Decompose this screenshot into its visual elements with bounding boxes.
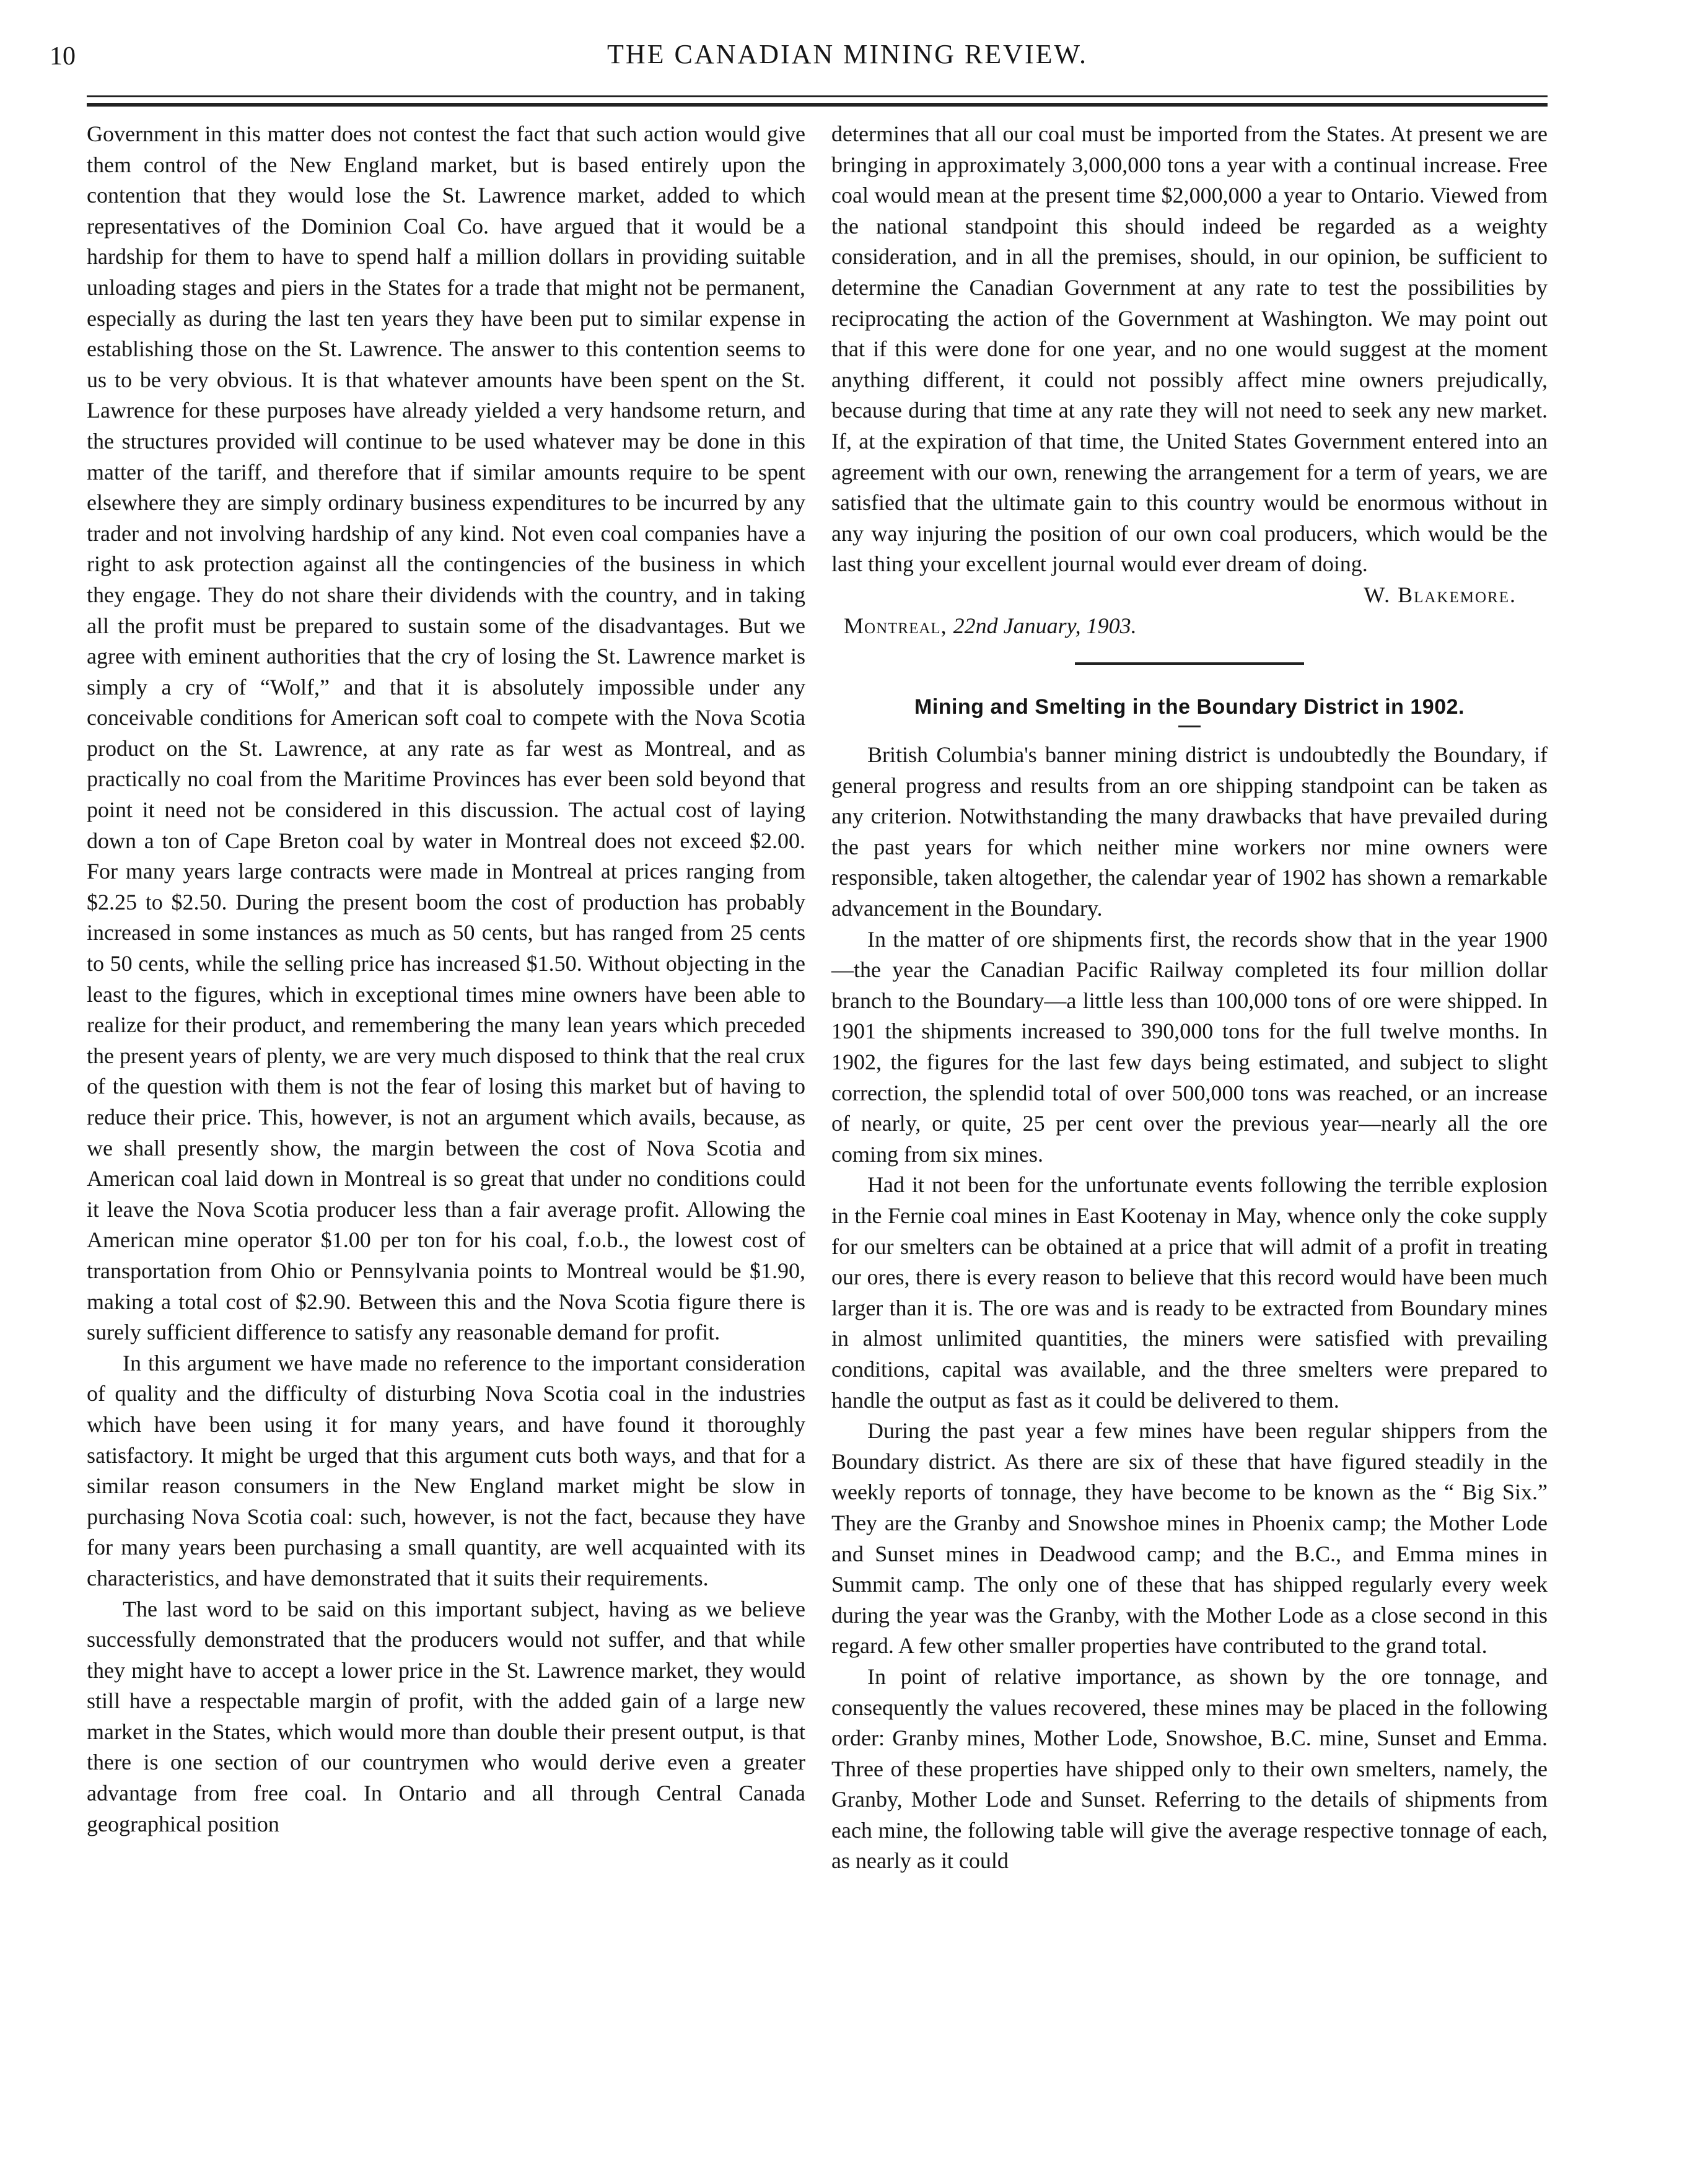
page-number: 10 bbox=[50, 42, 76, 71]
article-title: Mining and Smelting in the Boundary District in 1902. bbox=[914, 695, 1465, 719]
left-paragraph-2: In this argument we have made no reference to the important consideration of quality and the difficulty of disturbing Nova Scotia coal in the industries which have been using it for many years, and have found it thoroughly satisfactory. It might be urged that this argument cuts both ways, and that for a similar reason consumers in the New England market might be slow in purchasing Nova Scotia coal: such, however, is not the fact, because they have for many years been purchasing a small quantity, are well acquainted with its characteristics, and have demonstrated that it suits their requirements. bbox=[87, 1350, 805, 1590]
letter-dateline bbox=[831, 611, 1548, 642]
left-column bbox=[87, 119, 805, 1840]
dateline-date: 22nd January, 1903. bbox=[953, 613, 1137, 638]
title-dash bbox=[1178, 726, 1201, 727]
letter-paragraph: determines that all our coal must be imported from the States. At present we are bringing in approximately 3,000,000 tons a year with a continual increase. Free coal would mean at the present time $2,000,000 a year to Ontario. Viewed from the national standpoint this should indeed be regarded as a weighty consideration, and in all the premises, should, in our opinion, be sufficient to determine the Canadian Government at any rate to test the possibilities by reciprocating the action of the Government at Washington. We may point out that if this were done for one year, and no one would suggest at the moment anything different, it could not possibly affect mine owners prejudically, because during that time at any rate they will not need to seek any new market. If, at the expiration of that time, the United States Government entered into an agreement with our own, renewing the arrangement for a term of years, we are satisfied that the ultimate gain to this country would be enormous without in any way injuring the position of our own coal producers, which would be the last thing your excellent journal would ever dream of doing. bbox=[831, 121, 1548, 577]
section-separator bbox=[1075, 662, 1304, 665]
letter-signature: W. Blakemore. bbox=[1364, 582, 1517, 607]
article-paragraph-4: During the past year a few mines have been regular shippers from the Boundary district. As there are six of these that have figured steadily in the weekly reports of tonnage, they have become to be known as the “ Big Six.” They are the Granby and Snowshoe mines in Phoenix camp; the Mother Lode and Sunset mines in Deadwood camp; and the B.C., and Emma mines in Summit camp. The only one of these that has shipped regularly every week during the year was the Granby, with the Mother Lode as a close second in this regard. A few other smaller properties have contributed to the grand total. bbox=[831, 1418, 1548, 1659]
left-paragraph-3: The last word to be said on this important subject, having as we believe successfully demonstrated that the producers would not suffer, and that while they might have to accept a lower price in the St. Lawrence market, they would still have a respectable margin of profit, with the added gain of a large new market in the States, which would more than double their present output, is that there is one section of our countrymen who would derive even a greater advantage from free coal. In Ontario and all through Central Canada geographical position bbox=[87, 1596, 805, 1836]
header-rule-thick bbox=[87, 103, 1548, 107]
article-paragraph-3: Had it not been for the unfortunate events following the terrible explosion in the Fernie coal mines in East Kootenay in May, whence only the coke supply for our smelters can be obtained at a price that will admit of a profit in treating our ores, there is every reason to believe that this record would have been much larger than it is. The ore was and is ready to be extracted from Boundary mines in almost unlimited quantities, the miners were satisfied with prevailing conditions, capital was available, and the three smelters were prepared to handle the output as fast as it could be delivered to them. bbox=[831, 1172, 1548, 1413]
article-paragraph-1: British Columbia's banner mining district is undoubtedly the Boundary, if general progress and results from an ore shipping standpoint can be taken as any criterion. Notwithstanding the many drawbacks that have prevailed during the past years for which neither mine workers nor mine owners were responsible, taken altogether, the calendar year of 1902 has shown a remarkable advancement in the Boundary. bbox=[831, 742, 1548, 921]
article-paragraph-5: In point of relative importance, as shown by the ore tonnage, and consequently the values recovered, these mines may be placed in the following order: Granby mines, Mother Lode, Snowshoe, B.C. mine, Sunset and Emma. Three of these properties have shipped only to their own smelters, namely, the Granby, Mother Lode and Sunset. Referring to the details of shipments from each mine, the following table will give the average respective tonnage of each, as nearly as it could bbox=[831, 1664, 1548, 1874]
article-paragraph-2: In the matter of ore shipments first, the records show that in the year 1900—the year the Canadian Pacific Railway completed its four million dollar branch to the Boundary—a little less than 100,000 tons of ore were shipped. In 1901 the shipments increased to 390,000 tons for the full twelve months. In 1902, the figures for the last few days being estimated, and subject to slight correction, the splendid total of over 500,000 tons was reached, or an increase of nearly, or quite, 25 per cent over the previous year—nearly all the ore coming from six mines. bbox=[831, 926, 1548, 1167]
running-head: THE CANADIAN MINING REVIEW. bbox=[607, 39, 1088, 69]
dateline-place: Montreal, bbox=[844, 613, 947, 638]
header-rule-thin bbox=[87, 95, 1548, 97]
left-paragraph-1: Government in this matter does not contest the fact that such action would give them control of the New England market, but is based entirely upon the contention that they would lose the St. Lawrence market, added to which representatives of the Dominion Coal Co. have argued that it would be a hardship for them to have to spend half a million dollars in providing suitable unloading stages and piers in the States for a trade that might not be permanent, especially as during the last ten years they have been put to similar expense in establishing those on the St. Lawrence. The answer to this contention seems to us to be very obvious. It is that whatever amounts have been spent on the St. Lawrence for these purposes have already yielded a very handsome return, and the structures provided will continue to be used whatever may be done in this matter of the tariff, and therefore that if similar amounts require to be spent elsewhere they are simply ordinary business expenditures to be incurred by any trader and not involving hardship of any kind. Not even coal companies have a right to ask protection against all the contingencies of the business in which they engage. They do not share their dividends with the country, and in taking all the profit must be prepared to sustain some of the disadvantages. But we agree with eminent authorities that the cry of losing the St. Lawrence market is simply a cry of “Wolf,” and that it is absolutely impossible under any conceivable conditions for American soft coal to compete with the Nova Scotia product on the St. Lawrence, at any rate as far west as Montreal, and as practically no coal from the Maritime Provinces has ever been sold beyond that point it need not be considered in this discussion. The actual cost of laying down a ton of Cape Breton coal by water in Montreal does not exceed $2.00. For many years large contracts were made in Montreal at prices ranging from $2.25 to $2.50. During the present boom the cost of production has probably increased in some instances as much as 50 cents, but has ranged from 25 cents to 50 cents, while the selling price has increased $1.50. Without objecting in the least to the figures, which in exceptional times mine owners have been able to realize for their product, and remembering the many lean years which preceded the present years of plenty, we are very much disposed to think that the real crux of the question with them is not the fear of losing this market but of having to reduce their price. This, however, is not an argument which avails, because, as we shall presently show, the margin between the cost of Nova Scotia and American coal laid down in Montreal is so great that under no conditions could it leave the Nova Scotia producer less than a fair average profit. Allowing the American mine operator $1.00 per ton for his coal, f.o.b., the lowest cost of transportation from Ohio or Pennsylvania points to Montreal would be $1.90, making a total cost of $2.90. Between this and the Nova Scotia figure there is surely sufficient difference to satisfy any reasonable demand for profit. bbox=[87, 121, 805, 1345]
right-column bbox=[831, 119, 1548, 1877]
